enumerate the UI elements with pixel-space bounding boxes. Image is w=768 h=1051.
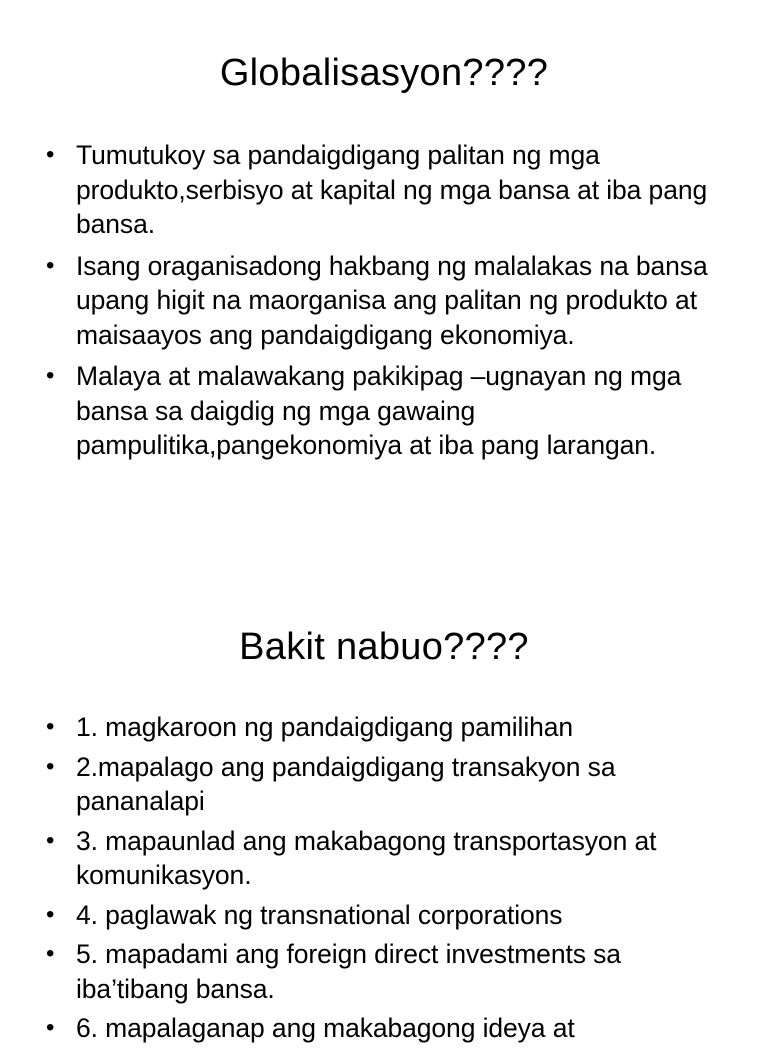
bullet-text: Malaya at malawakang pakikipag –ugnayan ng mga bansa sa daigdig ng mga gawaing pampulitika,pangekonomiya at iba pang larangan. (76, 361, 682, 460)
bullet-text: Tumutukoy sa pandaigdigang palitan ng mga produkto,serbisyo at kapital ng mga bansa at iba pang bansa. (76, 140, 708, 239)
bullet-item (0, 937, 768, 1006)
bullet-icon: • (46, 251, 55, 279)
bullet-icon: • (46, 900, 55, 928)
bullet-text: 6. mapalaganap ang makabagong ideya at (76, 1013, 575, 1043)
slide-bakit-nabuo (0, 576, 768, 1043)
bullet-item (0, 359, 768, 463)
bullet-icon: • (46, 752, 55, 780)
bullet-text: 3. mapaunlad ang makabagong transportasyon at komunikasyon. (76, 825, 657, 890)
bullet-icon: • (46, 362, 55, 389)
bullet-icon: • (46, 713, 55, 740)
bullet-item (0, 1011, 768, 1046)
slide-title: Bakit nabuo???? (239, 626, 529, 668)
slide-title: Globalisasyon???? (219, 52, 549, 94)
bullet-item (0, 750, 768, 819)
bullet-icon: • (46, 1014, 55, 1041)
bullet-text: 2.mapalago ang pandaigdigang transakyon sa pananalapi (76, 751, 616, 816)
bullet-item (0, 249, 768, 353)
bullet-text: 4. paglawak ng transnational corporations (76, 899, 563, 930)
bullet-item (0, 824, 768, 893)
bullet-item (0, 898, 768, 933)
bullet-list (0, 138, 768, 470)
bullet-icon: • (46, 141, 55, 168)
bullet-text: 5. mapadami ang foreign direct investments sa iba’tibang bansa. (76, 939, 621, 1004)
bullet-list (0, 710, 768, 1051)
bullet-text: Isang oraganisadong hakbang ng malalakas na bansa upang higit na maorganisa ang palitan ng produkto at maisaayos ang pandaigdigang ekonomiya. (76, 250, 708, 350)
bullet-item (0, 138, 768, 242)
bullet-icon: • (46, 826, 55, 854)
bullet-icon: • (46, 940, 55, 967)
bullet-item (0, 710, 768, 745)
bullet-text: 1. magkaroon ng pandaigdigang pamilihan (76, 712, 574, 742)
